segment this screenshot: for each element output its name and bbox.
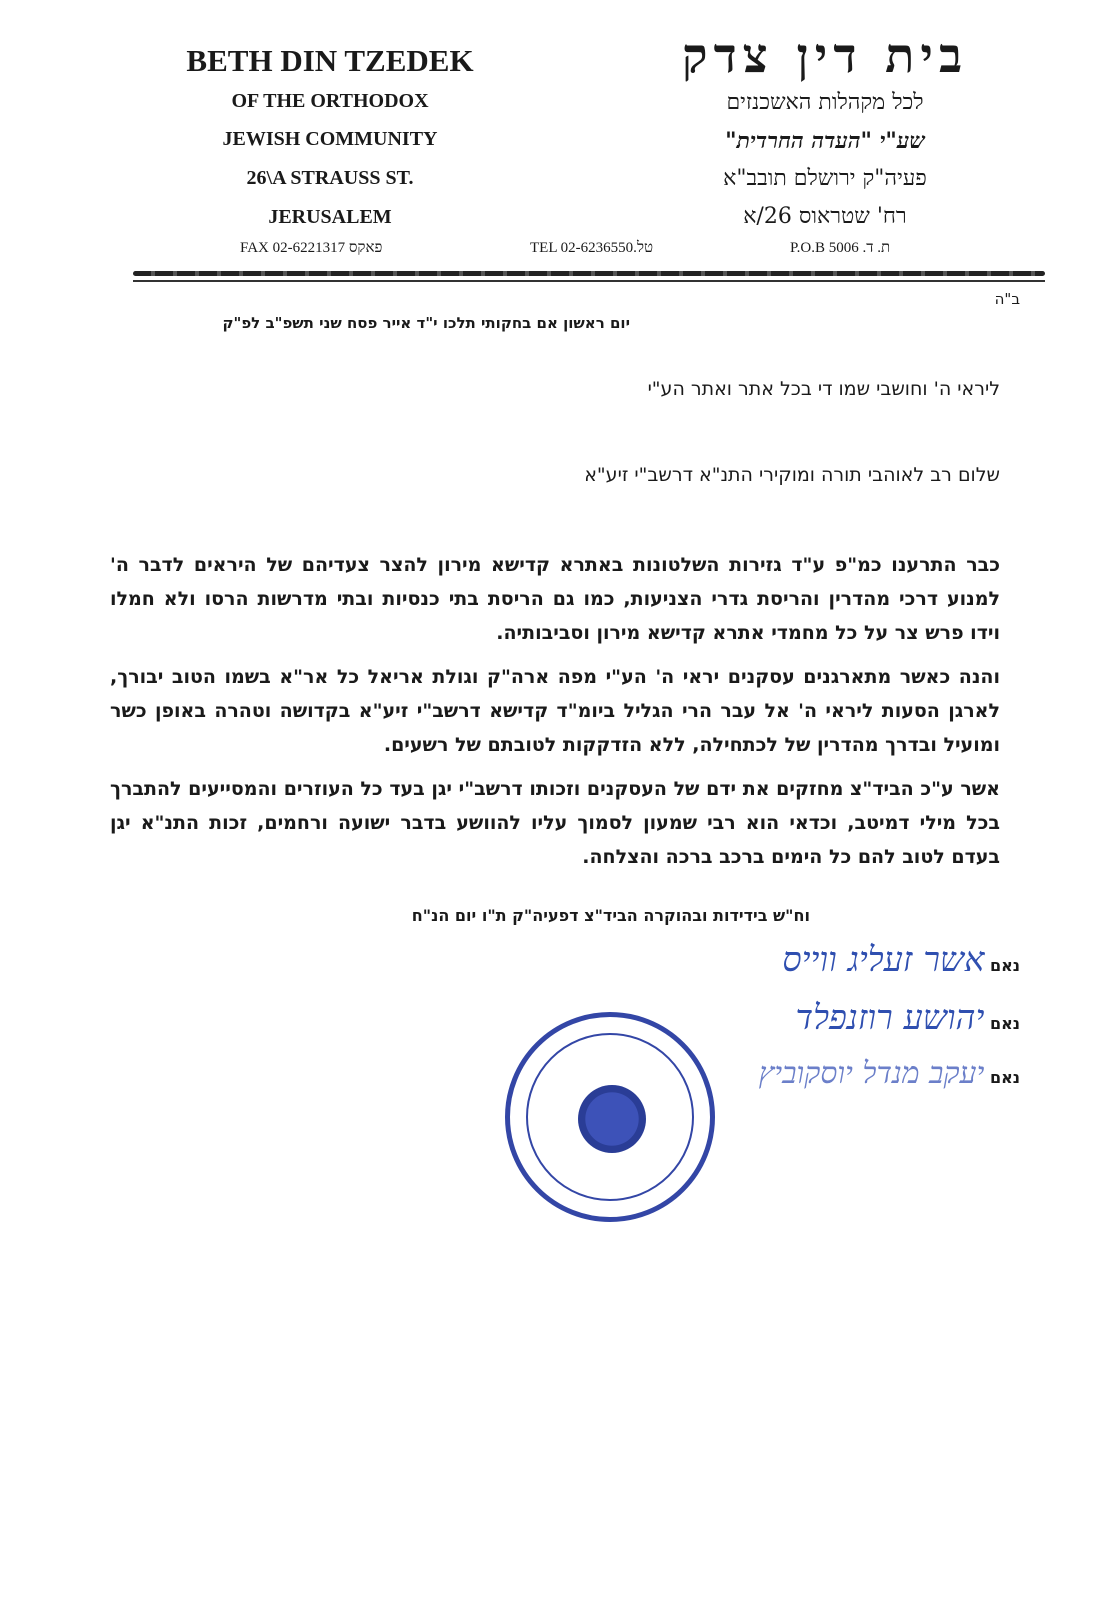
city-hebrew: פעיה"ק ירושלם תובב"א [723, 166, 927, 191]
letter-date: יום ראשון אם בחקותי תלכו י"ד אייר פסח שני תשפ"ב לפ"ק [222, 314, 630, 332]
letter-greeting: שלום רב לאוהבי תורה ומוקירי התנ"א דרשב"י זיע"א [584, 464, 1000, 486]
bh-mark: ב"ה [994, 290, 1020, 308]
signature-prefix: נאם [989, 1068, 1020, 1087]
letter-addressee: ליראי ה' וחושבי שמו די בכל אתר ואתר הע"י [647, 378, 1000, 400]
signature-prefix: נאם [989, 956, 1020, 975]
header-divider [133, 271, 1045, 276]
signature-row-1 [640, 940, 1020, 980]
signature-prefix: נאם [989, 1014, 1020, 1033]
signature-row-3 [640, 1056, 1020, 1091]
signature-row-2 [640, 998, 1020, 1038]
address-english: 26\A STRAUSS ST. [246, 167, 414, 189]
org-subtitle-english-1: OF THE ORTHODOX [231, 90, 429, 112]
org-subtitle-hebrew-1: לכל מקהלות האשכנזים [726, 90, 924, 115]
signature-name: אשר זעליג ווייס [782, 940, 985, 980]
org-subtitle-hebrew-2: שע"י "העדה החרדית" [725, 128, 925, 154]
signature-name: יעקב מנדל יוסקוביץ [758, 1056, 985, 1091]
org-name-english: BETH DIN TZEDEK [186, 43, 474, 78]
beth-din-seal [505, 1012, 715, 1222]
city-english: JERUSALEM [268, 206, 392, 228]
org-name-hebrew: בית דין צדק [681, 28, 969, 84]
body-paragraph-2: והנה כאשר מתארגנים עסקנים יראי ה' הע"י מפה ארה"ק וגולת אריאל כל אר"א בשמו הטוב יבורך, לארגן הסעות ליראי ה' אל עבר הרי הגליל ביומ"ד קדישא דרשב"י זיע"א בקדושה וטהרה באופן כשר ומועיל ובדרך מהדרין של לכתחילה, ללא הזדקקות לטובתם של רשעים. [110, 666, 1000, 756]
org-subtitle-english-2: JEWISH COMMUNITY [222, 128, 438, 150]
letterhead-english [140, 40, 520, 236]
letter-closing: וח"ש בידידות ובהוקרה הביד"צ דפעיה"ק ת"ו יום הנ"ח [411, 906, 810, 925]
signature-name: יהושע רוזנפלד [795, 998, 985, 1038]
address-hebrew: רח' שטראוס 26/א [743, 204, 907, 229]
tel-number: TEL 02-6236550.טל [530, 240, 654, 256]
body-paragraph-1: כבר התרענו כמ"פ ע"ד גזירות השלטונות באתרא קדישא מירון להצר צעדיהם של היראים לדבר ה' למנוע דרכי מהדרין והריסת גדרי הצניעות, כמו גם הריסת בתי כנסיות ובתי מדרשות הרסו ולא חמלו וידו פרש צר על כל מחמדי אתרא קדישא מירון וסביבותיה. [110, 554, 1000, 644]
header-divider-thin [133, 280, 1045, 282]
body-paragraph-3: אשר ע"כ הביד"צ מחזקים את ידם של העסקנים וזכותו דרשב"י יגן בעד כל העוזרים והמסייעים להתברך בכל מילי דמיטב, וכדאי הוא רבי שמעון לסמוך עליו להוושע בדבר ישועה ורחמים, זכות התנ"א יגן בעדם לטוב להם כל הימים ברכב ברכה והצלחה. [110, 778, 1000, 868]
po-box: P.O.B 5006 .ת. ד [790, 240, 891, 256]
letterhead-hebrew [660, 28, 990, 236]
jerusalem-emblem-icon [578, 1085, 646, 1153]
fax-number: FAX 02-6221317 פאקס [240, 240, 383, 256]
